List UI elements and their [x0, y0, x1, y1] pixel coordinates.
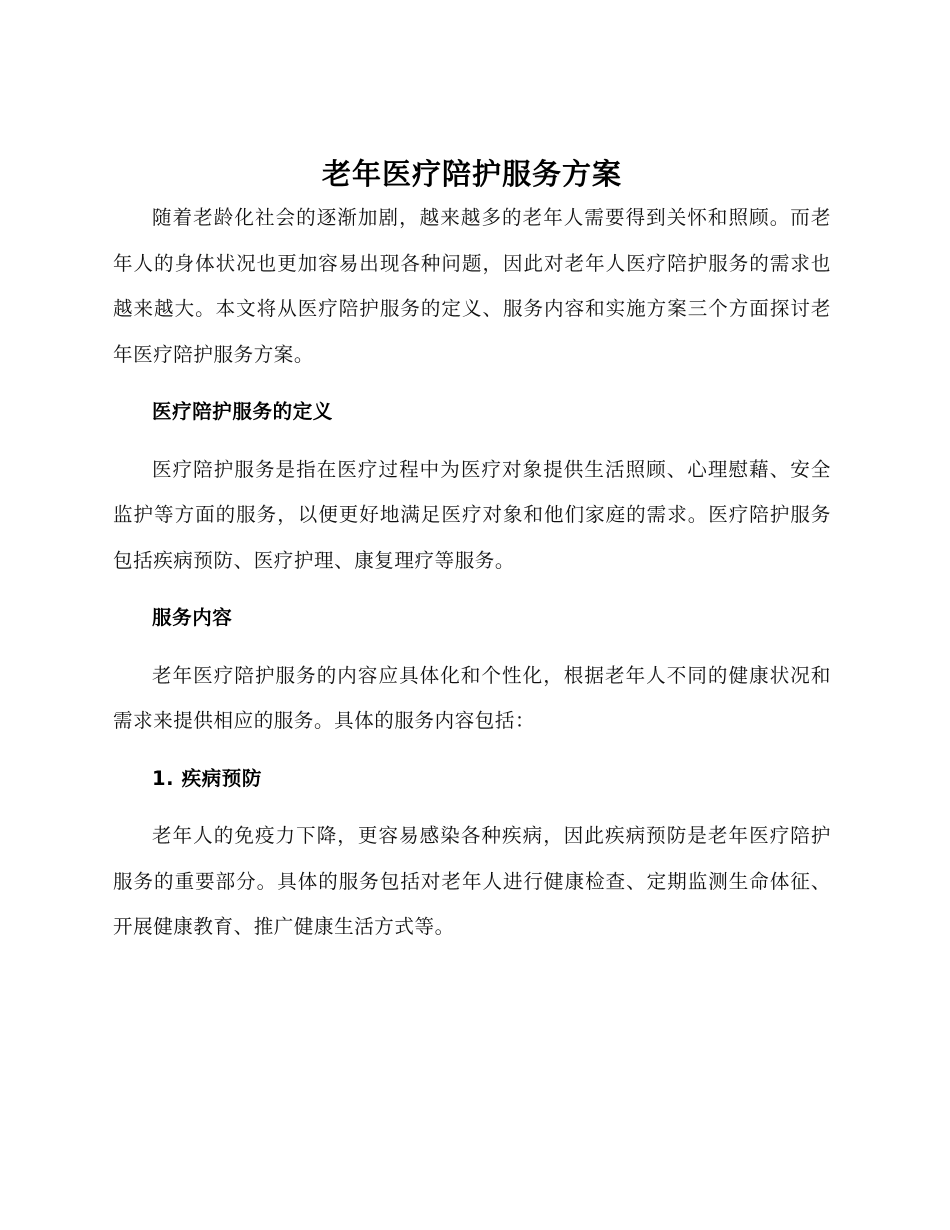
- section-spacer: [113, 801, 831, 813]
- section-heading-service-content: 服务内容: [152, 606, 233, 629]
- intro-paragraph: 随着老龄化社会的逐渐加剧，越来越多的老年人需要得到关怀和照顾。而老年人的身体状况也更加容易出现各种问题，因此对老年人医疗陪护服务的需求也越来越大。本文将从医疗陪护服务的定义、服务内容和实施方案三个方面探讨老年医疗陪护服务方案。: [113, 206, 831, 366]
- section-heading-disease-prevention: 1. 疾病预防: [152, 766, 262, 790]
- document-content: [113, 150, 831, 950]
- section-spacer: [113, 744, 831, 756]
- section-body-disease-prevention: 老年人的免疫力下降，更容易感染各种疾病，因此疾病预防是老年医疗陪护服务的重要部分。具体的服务包括对老年人进行健康检查、定期监测生命体征、开展健康教育、推广健康生活方式等。: [113, 824, 831, 938]
- section-spacer: [113, 583, 831, 595]
- section-body-definition: 医疗陪护服务是指在医疗过程中为医疗对象提供生活照顾、心理慰藉、安全监护等方面的服务，以便更好地满足医疗对象和他们家庭的需求。医疗陪护服务包括疾病预防、医疗护理、康复理疗等服务。: [113, 457, 831, 572]
- document-title: 老年医疗陪护服务方案: [321, 157, 622, 191]
- section-body-service-content: 老年医疗陪护服务的内容应具体化和个性化，根据老年人不同的健康状况和需求来提供相应的服务。具体的服务内容包括：: [113, 663, 831, 732]
- section-heading-definition: 医疗陪护服务的定义: [152, 400, 333, 423]
- section-spacer: [113, 641, 831, 653]
- section-spacer: [113, 377, 831, 389]
- section-spacer: [113, 435, 831, 447]
